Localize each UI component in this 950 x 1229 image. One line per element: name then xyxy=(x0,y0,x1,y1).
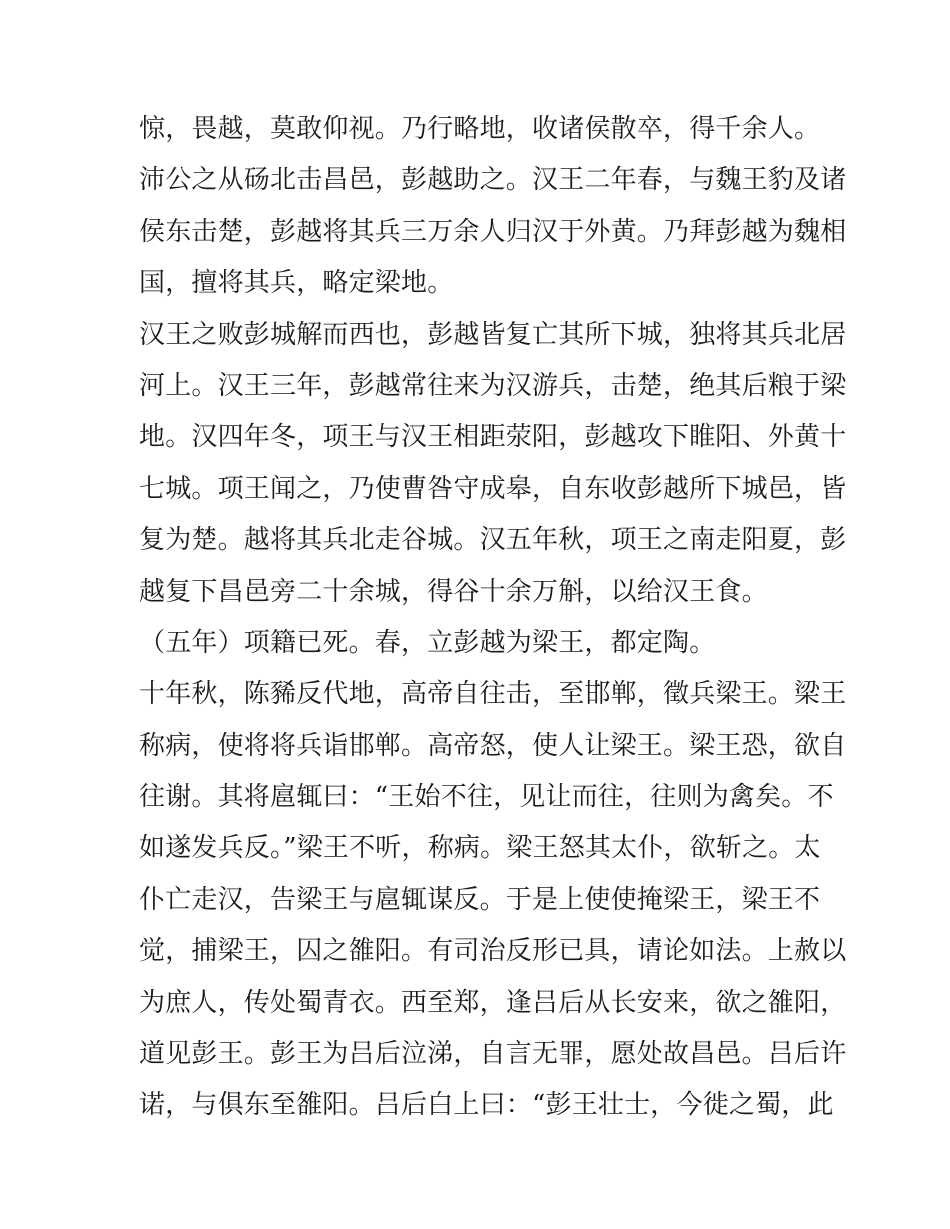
text-line-8: 七城。项王闻之，乃使曹咎守成皋，自东收彭越所下城邑，皆 xyxy=(139,473,847,504)
text-line-6: 河上。汉王三年，彭越常往来为汉游兵，击楚，绝其后粮于梁 xyxy=(139,370,847,401)
text-line-1: 惊，畏越，莫敢仰视。乃行略地，收诸侯散卒，得千余人。 xyxy=(139,114,821,144)
text-line-20: 诺，与俱东至雒阳。吕后白上曰：“彭王壮士，今徙之蜀，此 xyxy=(139,1090,834,1121)
text-line-9: 复为楚。越将其兵北走谷城。汉五年秋，项王之南走阳夏，彭 xyxy=(139,525,847,556)
text-line-15: 如遂发兵反。”梁王不听，称病。梁王怒其太仆，欲斩之。太 xyxy=(139,833,821,864)
text-line-14: 往谢。其将扈辄曰：“王始不往，见让而往，往则为禽矣。不 xyxy=(139,782,834,813)
text-line-11: （五年）项籍已死。春，立彭越为梁王，都定陶。 xyxy=(139,627,716,658)
text-line-16: 仆亡走汉，告梁王与扈辄谋反。于是上使使掩梁王，梁王不 xyxy=(139,884,821,915)
text-line-5: 汉王之败彭城解而西也，彭越皆复亡其所下城，独将其兵北居 xyxy=(139,319,847,350)
text-line-17: 觉，捕梁王，囚之雒阳。有司治反形已具，请论如法。上赦以 xyxy=(139,936,847,967)
text-line-12: 十年秋，陈豨反代地，高帝自往击，至邯郸，徵兵梁王。梁王 xyxy=(139,679,847,710)
text-line-10: 越复下昌邑旁二十余城，得谷十余万斛，以给汉王食。 xyxy=(139,576,768,607)
text-line-19: 道见彭王。彭王为吕后泣涕，自言无罪，愿处故昌邑。吕后许 xyxy=(139,1039,847,1070)
text-line-18: 为庶人，传处蜀青衣。西至郑，逢吕后从长安来，欲之雒阳， xyxy=(139,987,847,1018)
text-line-3: 侯东击楚，彭越将其兵三万余人归汉于外黄。乃拜彭越为魏相 xyxy=(139,216,847,247)
text-line-2: 沛公之从砀北击昌邑，彭越助之。汉王二年春，与魏王豹及诸 xyxy=(139,165,847,196)
text-line-4: 国，擅将其兵，略定梁地。 xyxy=(139,268,454,299)
text-line-13: 称病，使将将兵诣邯郸。高帝怒，使人让梁王。梁王恐，欲自 xyxy=(139,730,847,761)
document-body-text xyxy=(139,104,847,1132)
text-line-7: 地。汉四年冬，项王与汉王相距荥阳，彭越攻下睢阳、外黄十 xyxy=(139,422,847,453)
